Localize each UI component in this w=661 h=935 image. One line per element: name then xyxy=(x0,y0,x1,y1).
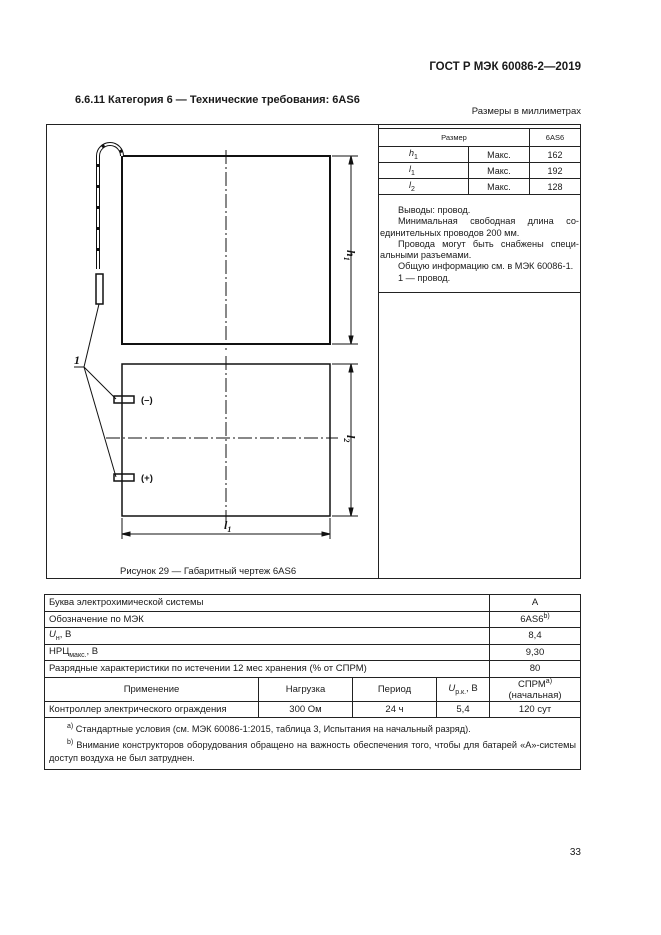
spec-table xyxy=(44,594,581,770)
wire-outline xyxy=(98,144,122,269)
negative-terminal xyxy=(114,396,134,403)
wire-end xyxy=(96,274,103,304)
note: Выводы: провод. xyxy=(398,205,471,215)
note: Провода могут быть снабжены специ-альными разъемами. xyxy=(380,238,579,261)
table-row: Контроллер электрического ограждения 300 Ом 24 ч 5,4 120 сут xyxy=(45,701,581,718)
table-row: Разрядные характеристики по истечении 12 мес хранения (% от СПРМ) 80 xyxy=(45,661,581,678)
table-row: $l_2$ Макс. 128 xyxy=(379,179,581,195)
table-header-row: Применение Нагрузка Период $U_{р.к.}$, В СПРМ$^{a)}$ (начальная) xyxy=(45,677,581,701)
table-row: Обозначение по МЭК 6AS6$^{b)}$ xyxy=(45,611,581,628)
l2-label: $l_2$ xyxy=(342,435,358,443)
negative-terminal-label: (–) xyxy=(141,395,153,406)
notes-separator xyxy=(378,292,581,293)
dimension-table xyxy=(378,128,581,195)
note: 1 — провод. xyxy=(398,272,451,283)
positive-terminal xyxy=(114,474,134,481)
figure-caption: Рисунок 29 — Габаритный чертеж 6AS6 xyxy=(120,566,297,577)
dim-header-size: Размер xyxy=(379,129,530,147)
positive-terminal-label: (+) xyxy=(141,473,153,484)
table-row: $U_н$, В 8,4 xyxy=(45,628,581,645)
note: Общую информацию см. в МЭК 60086-1. xyxy=(398,261,574,272)
section-title: 6.6.11 Категория 6 — Технические требования: 6AS6 xyxy=(75,94,360,106)
table-row: $h_1$ Макс. 162 xyxy=(379,147,581,163)
table-row: Буква электрохимической системы A xyxy=(45,595,581,612)
dimension-drawing xyxy=(46,124,378,579)
l1-label: $l_1$ xyxy=(224,518,232,534)
page-number: 33 xyxy=(569,847,581,858)
document-id: ГОСТ Р МЭК 60086-2—2019 xyxy=(429,61,581,73)
wire-inner xyxy=(98,144,122,269)
lead-label: 1 xyxy=(74,353,80,367)
h1-label: $h_1$ xyxy=(342,250,358,261)
units-note: Размеры в миллиметрах xyxy=(471,106,581,117)
table-row: $l_1$ Макс. 192 xyxy=(379,163,581,179)
figure-notes xyxy=(380,205,579,284)
dim-header-model: 6AS6 xyxy=(529,129,580,147)
note: Минимальная свободная длина со-единительных проводов 200 мм. xyxy=(380,216,579,238)
table-row: $НРЦ_{макс.}$, В 9,30 xyxy=(45,644,581,661)
table-footnotes: $^{a)}$ Стандартные условия (см. МЭК 60086-1:2015, таблица 3, Испытания на начальный разряд). $^{b)}$ Внимание конструкторов оборудования обращено на важность обеспечения того, чтобы для батарей «A»-системы доступ воздуха не был затруднен. xyxy=(45,718,581,770)
